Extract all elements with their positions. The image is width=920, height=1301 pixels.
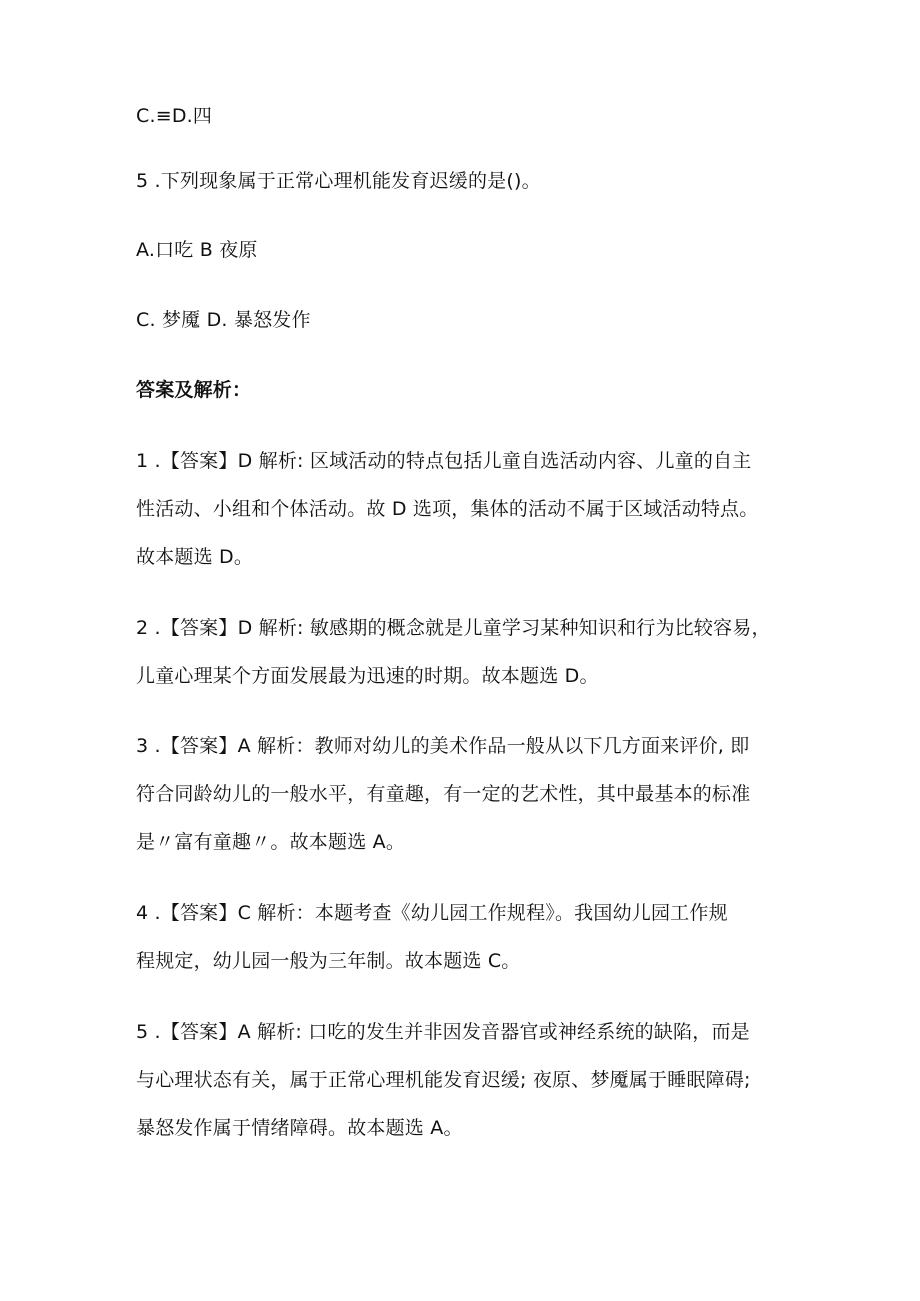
question5-stem: 5 .下列现象属于正常心理机能发育迟缓的是()。 [136,170,541,192]
question5-options-cd: C. 梦魇 D. 暴怒发作 [136,309,311,331]
question4-options: C.≡D.四 [136,105,213,127]
answer-1-line-3: 故本题选 D。 [136,546,254,568]
answer-2-line-2: 儿童心理某个方面发展最为迅速的时期。故本题选 D。 [136,665,599,687]
answer-3-line-2: 符合同龄幼儿的一般水平，有童趣，有一定的艺术性，其中最基本的标准 [136,783,751,805]
answer-2-line-1: 2 .【答案】D 解析: 敏感期的概念就是儿童学习某种知识和行为比较容易， [136,617,771,639]
answer-4-line-2: 程规定，幼儿园一般为三年制。故本题选 C。 [136,950,521,972]
answer-1-line-2: 性活动、小组和个体活动。故 D 选项，集体的活动不属于区域活动特点。 [136,498,759,520]
answers-heading: 答案及解析： [136,379,252,401]
answer-3-line-3: 是〃富有童趣〃。故本题选 A。 [136,831,406,853]
question5-options-ab: A.口吃 B 夜原 [136,239,258,261]
answer-3-line-1: 3 .【答案】A 解析：教师对幼儿的美术作品一般从以下几方面来评价, 即 [136,735,750,757]
answer-5-line-2: 与心理状态有关，属于正常心理机能发育迟缓; 夜原、梦魇属于睡眠障碍; [136,1069,751,1091]
answer-5-line-3: 暴怒发作属于情绪障碍。故本题选 A。 [136,1117,463,1139]
answer-5-line-1: 5 .【答案】A 解析: 口吃的发生并非因发音器官或神经系统的缺陷，而是 [136,1021,750,1043]
answer-1-line-1: 1 .【答案】D 解析: 区域活动的特点包括儿童自选活动内容、儿童的自主 [136,450,752,472]
answer-4-line-1: 4 .【答案】C 解析：本题考查《幼儿园工作规程》。我国幼儿园工作规 [136,902,728,924]
